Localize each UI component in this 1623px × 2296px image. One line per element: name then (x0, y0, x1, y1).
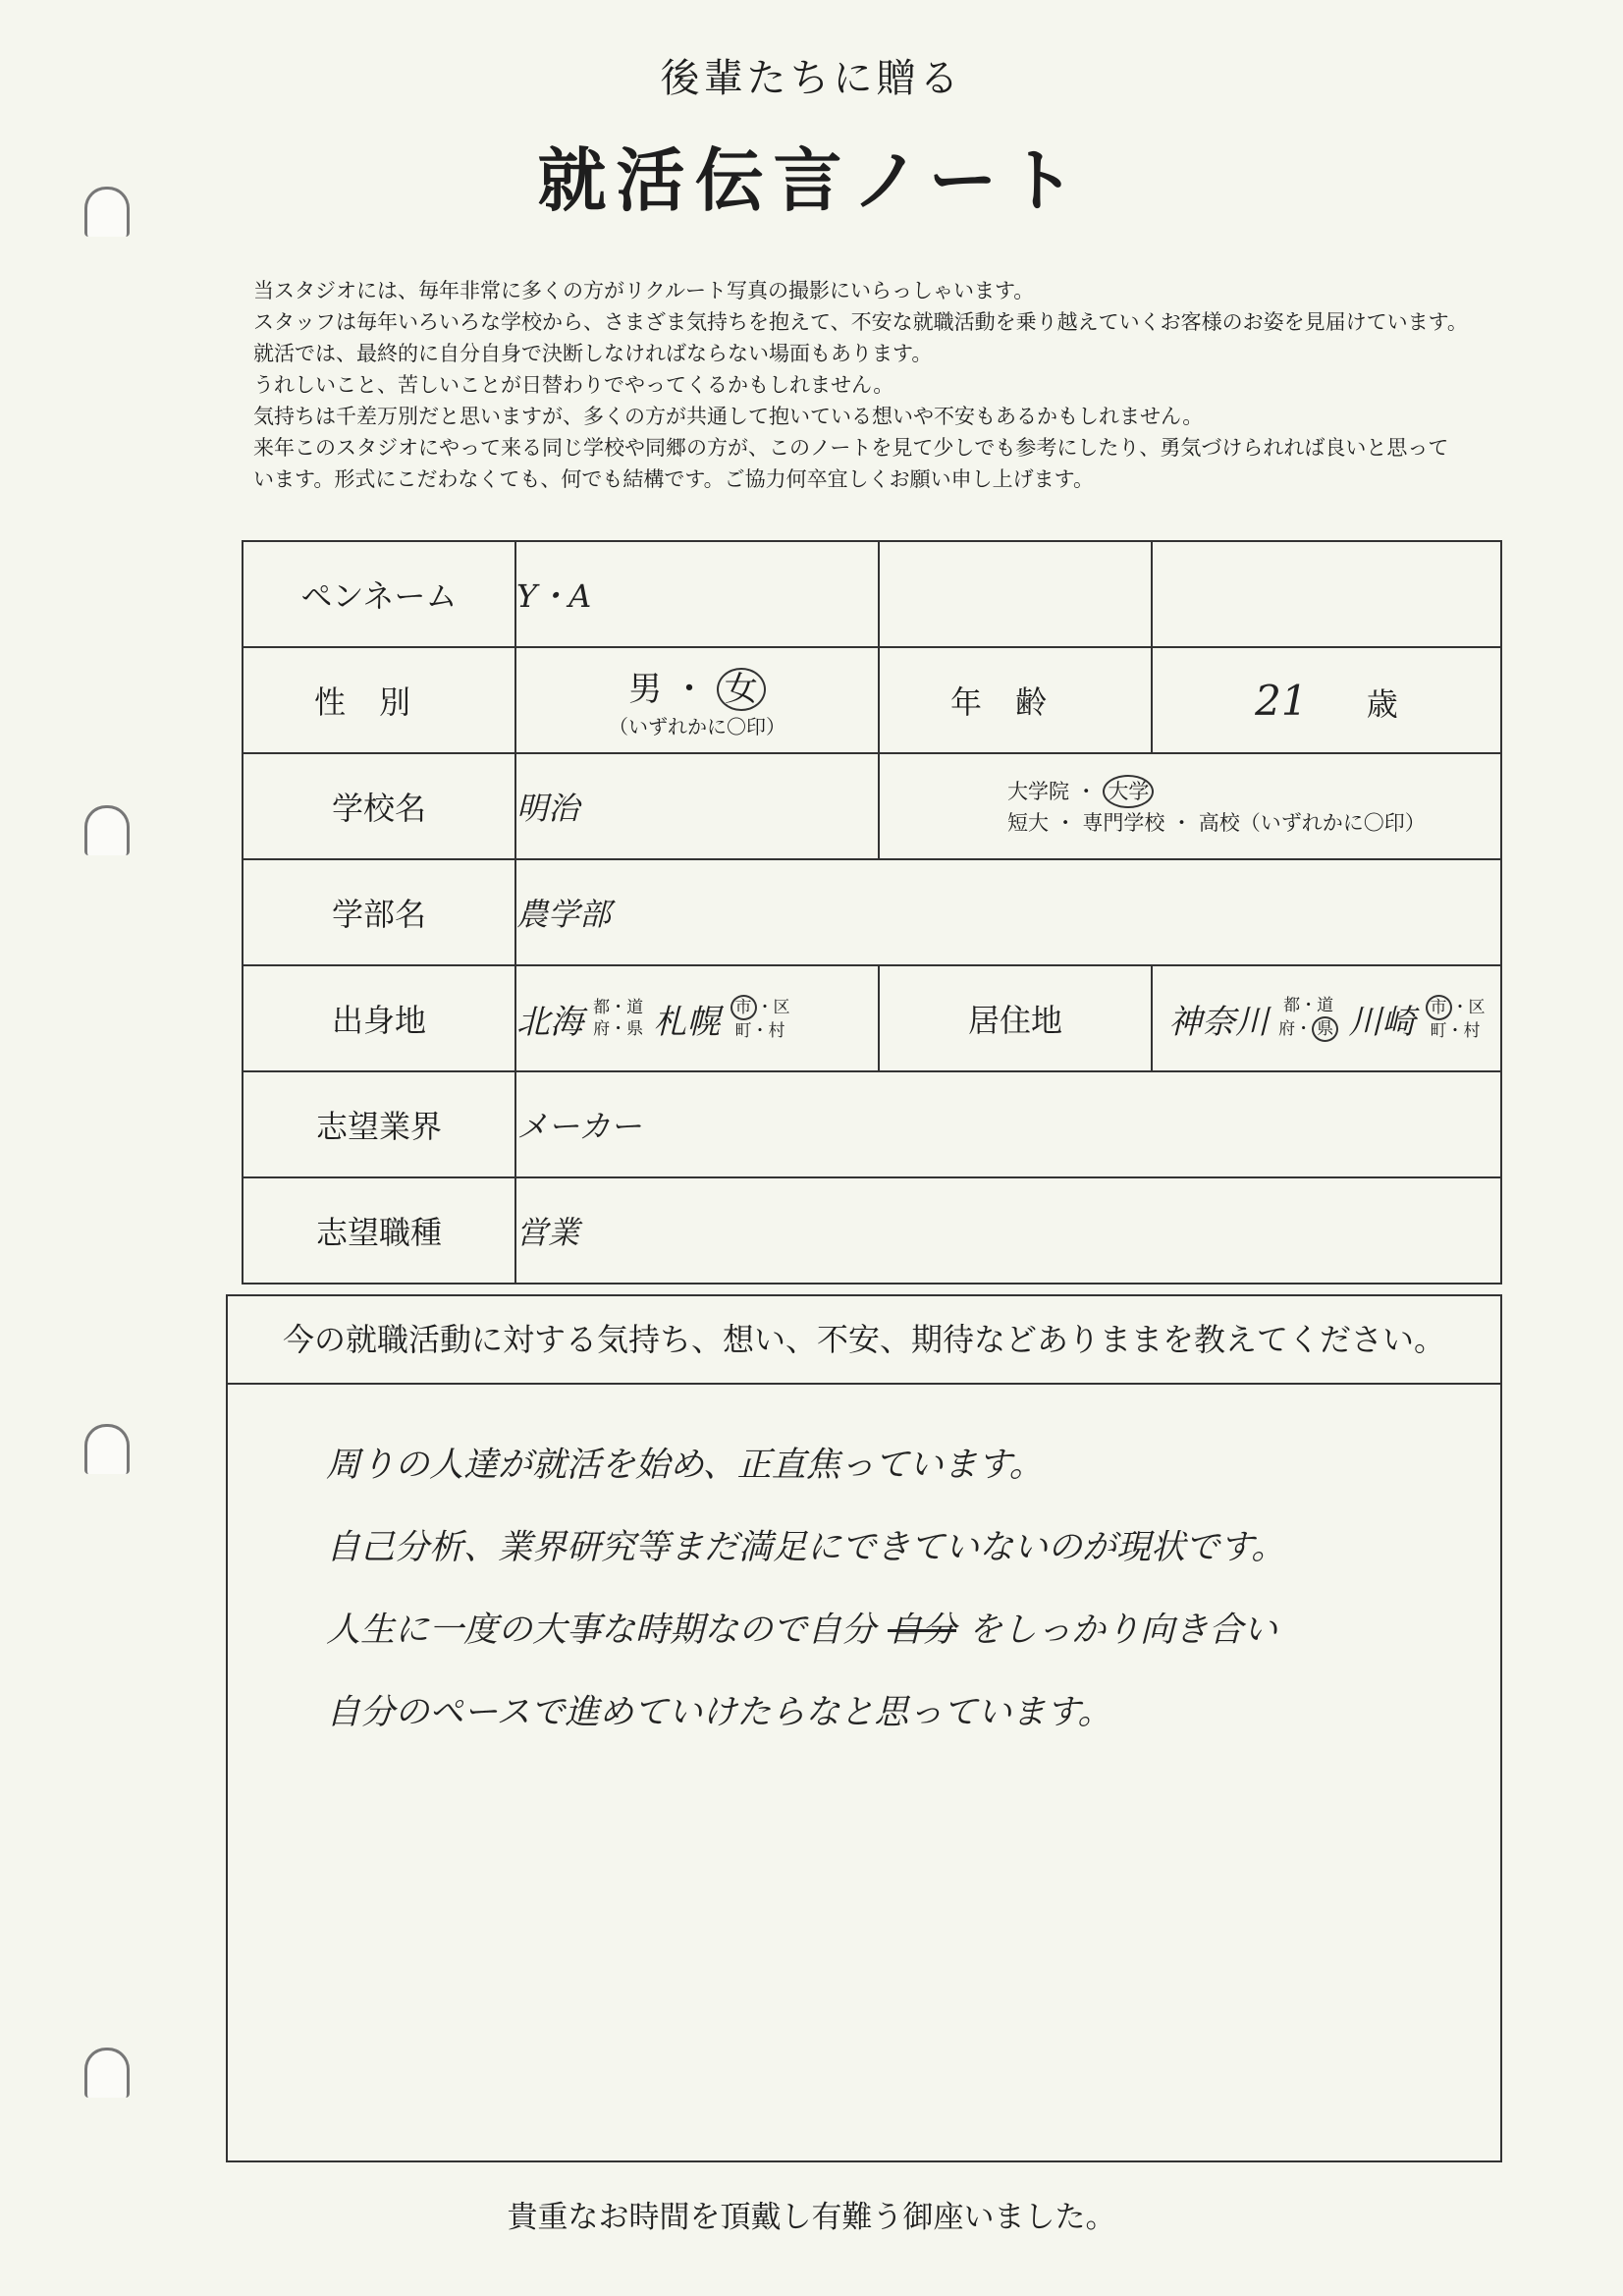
school-value[interactable]: 明治 (515, 753, 879, 859)
age-unit: 歳 (1366, 684, 1398, 723)
intro-line: 来年このスタジオにやって来る同じ学校や同郷の方が、このノートを見て少しでも参考にしたり、勇気づけられれば良いと思って (253, 436, 1449, 460)
residence-label: 居住地 (879, 965, 1152, 1071)
answer-line: 自己分析、業界研究等まだ満足にできていないのが現状です。 (326, 1528, 1286, 1567)
job-label: 志望職種 (243, 1177, 515, 1284)
form-row-school (243, 753, 1501, 859)
empty-cell (879, 541, 1152, 647)
school-options-line2: 短大 ・ 専門学校 ・ 高校（いずれかに〇印） (1007, 811, 1426, 835)
binder-hole (84, 2048, 130, 2098)
school-type-options[interactable]: 大学院 ・ 大学 短大 ・ 専門学校 ・ 高校（いずれかに〇印） (879, 753, 1501, 859)
question-prompt: 今の就職活動に対する気持ち、想い、不安、期待などありままを教えてください。 (228, 1296, 1500, 1385)
school-option-univ-circled[interactable]: 大学 (1103, 775, 1154, 808)
intro-line: います。形式にこだわなくても、何でも結構です。ご協力何卒宜しくお願い申し上げます。 (253, 467, 1094, 491)
intro-line: 当スタジオには、毎年非常に多くの方がリクルート写真の撮影にいらっしゃいます。 (253, 279, 1035, 302)
hometown-city: 札幌 (653, 1002, 721, 1042)
age-field[interactable] (1152, 647, 1501, 753)
hometown-label: 出身地 (243, 965, 515, 1071)
page-subtitle: 後輩たちに贈る (660, 56, 963, 101)
free-answer-section (226, 1294, 1502, 2162)
gender-label: 性別 (243, 647, 515, 753)
form-row-gender-age (243, 647, 1501, 753)
gender-option-male[interactable]: 男 (628, 669, 663, 709)
faculty-label: 学部名 (243, 859, 515, 965)
intro-line: うれしいこと、苦しいことが日替わりでやってくるかもしれません。 (253, 373, 894, 397)
form-row-hometown-residence (243, 965, 1501, 1071)
footer-thanks: 貴重なお時間を頂戴し有難う御座いました。 (507, 2200, 1116, 2235)
form-row-industry (243, 1071, 1501, 1177)
intro-text (253, 275, 1589, 495)
gender-field[interactable]: 男 ・ 女 （いずれかに〇印） (515, 647, 879, 753)
residence-field[interactable] (1152, 965, 1501, 1071)
pen-name-label: ペンネーム (243, 541, 515, 647)
industry-label: 志望業界 (243, 1071, 515, 1177)
binder-hole (84, 1424, 130, 1474)
hometown-pref: 北海 (516, 1002, 583, 1042)
faculty-value[interactable]: 農学部 (515, 859, 1501, 965)
answer-line: 周りの人達が就活を始め、正直焦っています。 (326, 1446, 1044, 1485)
industry-value[interactable]: メーカー (515, 1071, 1501, 1177)
pen-name-value[interactable]: Y・A (515, 541, 879, 647)
pref-unit: 都・道 府・ 県 (1278, 995, 1338, 1042)
form-row-pen-name (243, 541, 1501, 647)
struck-text: 自分 (888, 1611, 957, 1650)
form-row-faculty (243, 859, 1501, 965)
age-label: 年齢 (879, 647, 1152, 753)
pref-unit: 都・道 府・県 (593, 998, 644, 1039)
answer-line: 自分のペースで進めていけたらなと思っています。 (326, 1693, 1112, 1732)
empty-cell (1152, 541, 1501, 647)
binder-hole (84, 805, 130, 855)
residence-city: 川崎 (1348, 1002, 1416, 1042)
intro-line: スタッフは毎年いろいろな学校から、さまざま気持ちを抱えて、不安な就職活動を乗り越えていくお客様のお姿を見届けています。 (253, 310, 1468, 334)
residence-pref: 神奈川 (1168, 1002, 1269, 1042)
school-option-grad[interactable]: 大学院 (1007, 780, 1069, 803)
gender-option-female-circled[interactable]: 女 (717, 668, 766, 711)
gender-note: （いずれかに〇印） (609, 714, 785, 738)
form-row-job (243, 1177, 1501, 1284)
intro-line: 就活では、最終的に自分自身で決断しなければならない場面もあります。 (253, 342, 933, 365)
profile-form (242, 540, 1502, 1285)
job-value[interactable]: 営業 (515, 1177, 1501, 1284)
city-unit: 市 ・区 町・村 (730, 995, 790, 1042)
hometown-field[interactable] (515, 965, 879, 1071)
school-label: 学校名 (243, 753, 515, 859)
intro-line: 気持ちは千差万別だと思いますが、多くの方が共通して抱いている想いや不安もあるかもしれません。 (253, 405, 1204, 428)
city-unit: 市 ・区 町・村 (1426, 995, 1486, 1042)
answer-text[interactable] (228, 1385, 1500, 1754)
page-title: 就活伝言ノート (537, 140, 1086, 221)
answer-line: 人生に一度の大事な時期なので自分 自分 をしっかり向き合い (326, 1611, 1278, 1650)
age-value: 21 (1255, 676, 1308, 725)
